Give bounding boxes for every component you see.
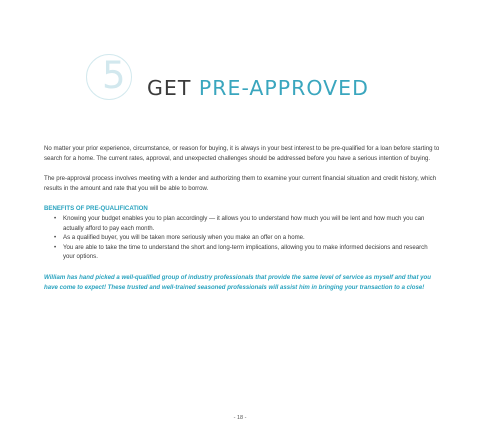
step-number: 5 [102,54,126,97]
closing-statement: William has hand picked a well-qualified group of industry professionals that provide the same level of service as myself and that you have come to expect! These trusted and well-trained seasoned professionals will assist him in bringing your transaction to a close! [44,273,431,291]
page-number: - 18 - [233,415,247,421]
benefits-heading: BENEFITS OF PRE-QUALIFICATION [44,205,148,213]
benefit-text: You are able to take the time to understand the short and long-term implications, allowing you to make informed decisions and research your options. [63,243,428,261]
main-content [44,144,440,303]
page-title [147,77,369,99]
title-part-2: PRE-APPROVED [198,76,369,100]
benefits-list [44,214,440,262]
benefit-text: Knowing your budget enables you to plan accordingly — it allows you to understand how much you will be lent and how much you can actually afford to pay each month. [63,214,425,232]
list-item [44,233,440,243]
benefit-text: As a qualified buyer, you will be taken more seriously when you make an offer on a home. [63,234,305,242]
title-part-1: GET [147,76,199,100]
bullet-icon: • [54,243,57,251]
list-item [44,214,440,233]
bullet-icon: • [54,214,57,222]
process-paragraph: The pre-approval process involves meeting with a lender and authorizing them to examine your current financial situation and credit history, which results in the amount and rate that you will be able to borrow. [44,175,437,192]
bullet-icon: • [54,234,57,242]
intro-paragraph: No matter your prior experience, circumstance, or reason for buying, it is always in your best interest to be pre-qualified for a loan before starting to search for a home. The current rates, approval, and unexpected challenges should be addressed before you have a serious intention of buying. [44,145,440,162]
list-item [44,243,440,262]
section-header [86,54,386,102]
